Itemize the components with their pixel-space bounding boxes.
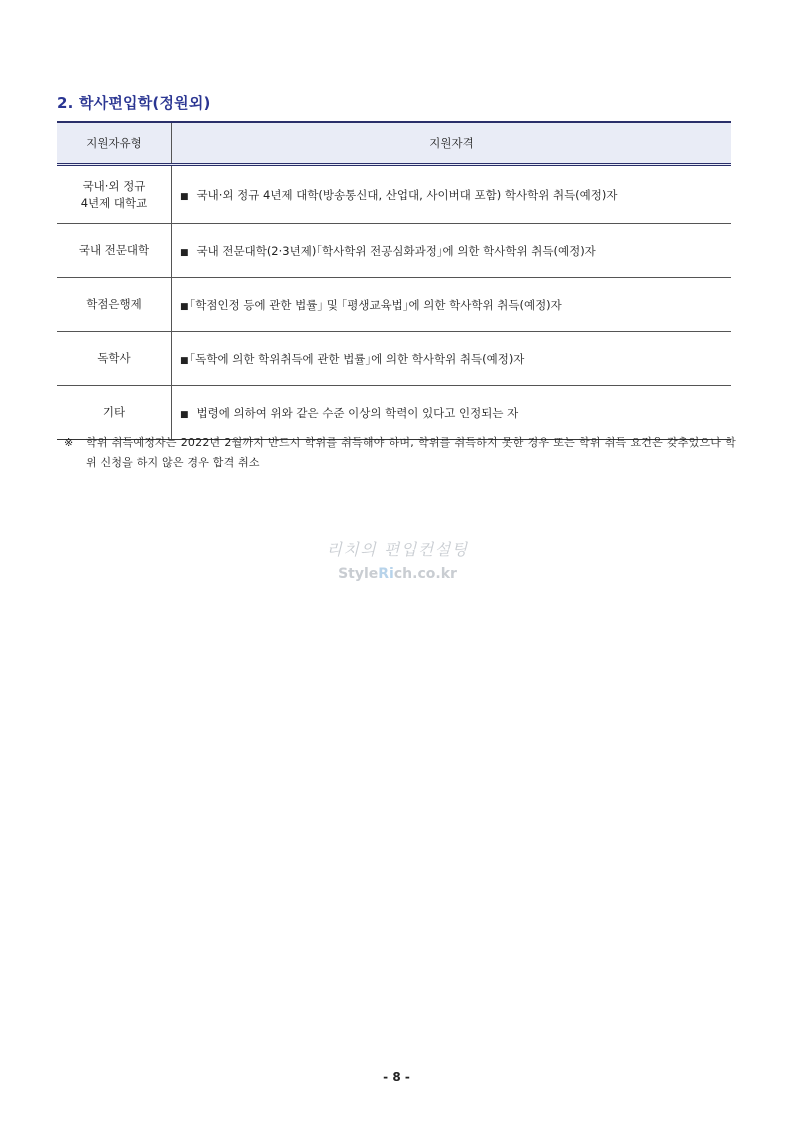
- qualification-text: ｢독학에 의한 학위취득에 관한 법률｣에 의한 학사학위 취득(예정)자: [189, 351, 525, 366]
- watermark-site-highlight: Ri: [378, 566, 394, 582]
- watermark-site-post: ch.co.kr: [393, 566, 457, 582]
- section-title: 2. 학사편입학(정원외): [57, 94, 211, 112]
- applicant-type-cell: 학점은행제: [57, 278, 172, 332]
- qualification-text: 국내 전문대학(2·3년제)｢학사학위 전공심화과정｣에 의한 학사학위 취득(예정)자: [196, 243, 596, 258]
- table-header-row: [57, 122, 731, 165]
- qualification-cell: [172, 332, 732, 386]
- qualification-cell: [172, 278, 732, 332]
- watermark-site-pre: Style: [338, 566, 379, 582]
- applicant-type-cell: 국내 전문대학: [57, 224, 172, 278]
- table-row: [57, 332, 731, 386]
- page-number: - 8 -: [383, 1070, 410, 1084]
- qualification-cell: [172, 224, 732, 278]
- footnote-text: 학위 취득예정자는 2022년 2월까지 반드시 학위를 취득해야 하며, 학위를 취득하지 못한 경우 또는 학위 취득 요건은 갖추었으나 학위 신청을 하지 않은 경우 합격 취소: [86, 436, 736, 469]
- bullet-icon: ■: [180, 301, 189, 312]
- watermark-site: [320, 566, 475, 582]
- footnote: [64, 433, 736, 473]
- table-row: [57, 224, 731, 278]
- bullet-icon: ■: [180, 355, 189, 366]
- header-applicant-type: 지원자유형: [57, 122, 172, 165]
- header-qualification: 지원자격: [172, 122, 732, 165]
- qualification-table: [57, 121, 731, 440]
- applicant-type-cell: [57, 165, 172, 224]
- applicant-type-cell: 기타: [57, 386, 172, 440]
- table-row: [57, 386, 731, 440]
- watermark: [320, 537, 475, 582]
- table-row: [57, 165, 731, 224]
- table-row: [57, 278, 731, 332]
- qualification-text: 법령에 의하여 위와 같은 수준 이상의 학력이 있다고 인정되는 자: [196, 405, 519, 420]
- watermark-script: 리치의 편입컨설팅: [326, 540, 469, 559]
- bullet-icon: ■: [180, 409, 189, 420]
- qualification-text: ｢학점인정 등에 관한 법률｣ 및 ｢평생교육법｣에 의한 학사학위 취득(예정)자: [189, 297, 562, 312]
- bullet-icon: ■: [180, 247, 189, 258]
- reference-mark-icon: ※: [64, 436, 74, 449]
- qualification-text: 국내·외 정규 4년제 대학(방송통신대, 산업대, 사이버대 포함) 학사학위 취득(예정)자: [196, 187, 618, 202]
- applicant-type-cell: 독학사: [57, 332, 172, 386]
- bullet-icon: ■: [180, 191, 189, 202]
- qualification-cell: [172, 165, 732, 224]
- applicant-type-line1: 국내·외 정규: [82, 178, 146, 193]
- applicant-type-line2: 4년제 대학교: [80, 195, 148, 210]
- qualification-cell: [172, 386, 732, 440]
